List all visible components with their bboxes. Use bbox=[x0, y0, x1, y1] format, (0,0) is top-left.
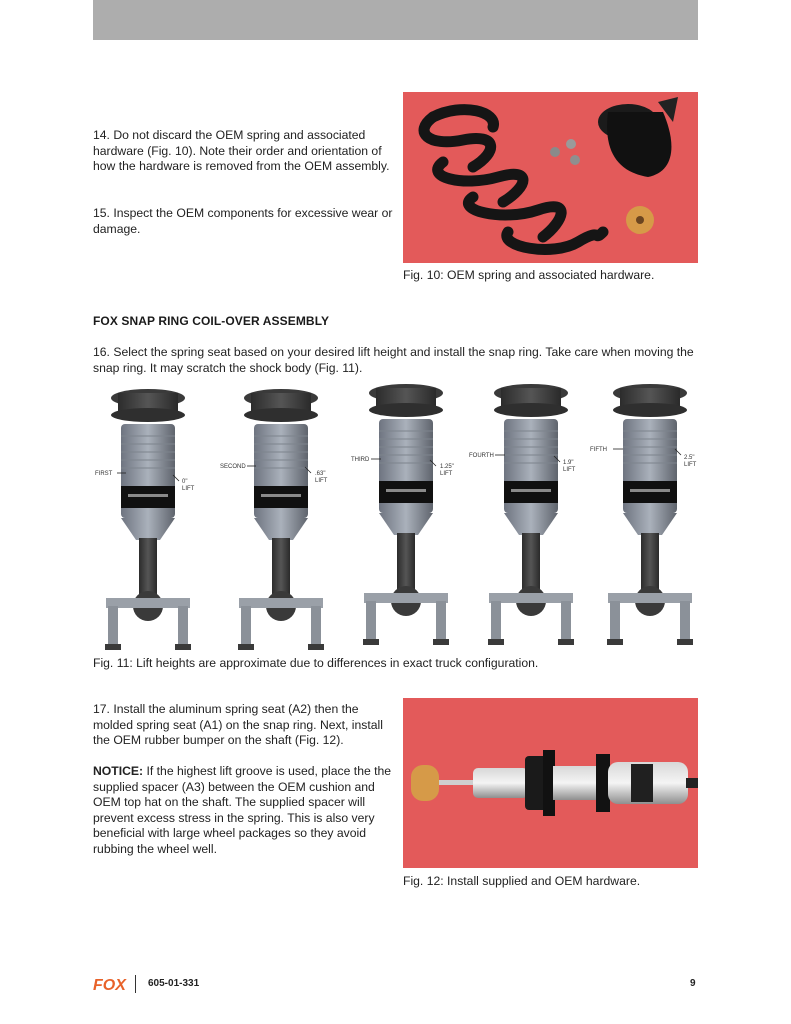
position-label-fifth: FIFTH bbox=[590, 447, 607, 453]
position-label-first: FIRST bbox=[95, 471, 113, 477]
fig11-caption: Fig. 11: Lift heights are approximate due to differences in exact truck configuration. bbox=[93, 656, 539, 670]
notice-paragraph bbox=[93, 764, 393, 858]
position-label-second: SECOND bbox=[220, 464, 246, 470]
lift-value-fourth: 1.9" bbox=[563, 460, 574, 466]
notice-label: NOTICE: bbox=[93, 764, 144, 778]
shock-second bbox=[220, 389, 328, 650]
shock-fifth bbox=[590, 384, 697, 645]
notice-text: If the highest lift groove is used, place the the supplied spacer (A3) between the OEM cushion and OEM top hat on the shaft. The supplied spacer will prevent excess stress in the spring. This is also very beneficial with large wheel packages so they avoid rubbing the wheel well. bbox=[93, 764, 392, 856]
step-15-text: 15. Inspect the OEM components for excessive wear or damage. bbox=[93, 206, 393, 236]
fox-logo bbox=[93, 974, 127, 994]
oem-spring-image bbox=[403, 92, 698, 263]
lift-value-first: 0" bbox=[182, 479, 188, 485]
fig10-photo bbox=[403, 92, 698, 263]
shock-hardware-image bbox=[403, 698, 698, 868]
position-label-fourth: FOURTH bbox=[469, 453, 494, 459]
fox-logo-text: FOX bbox=[93, 977, 126, 994]
lift-word-second: LIFT bbox=[315, 478, 328, 484]
step-14-text: 14. Do not discard the OEM spring and associated hardware (Fig. 10). Note their order and orientation of how the hardware is removed from the OEM assembly. bbox=[93, 128, 390, 174]
lift-word-first: LIFT bbox=[182, 486, 195, 492]
fig10-caption: Fig. 10: OEM spring and associated hardware. bbox=[403, 268, 655, 282]
page-number: 9 bbox=[690, 978, 696, 989]
lift-word-fifth: LIFT bbox=[684, 462, 697, 468]
lift-value-second: .63" bbox=[315, 471, 326, 477]
lift-value-fifth: 2.5" bbox=[684, 455, 695, 461]
position-label-third: THIRD bbox=[351, 457, 370, 463]
footer-separator bbox=[135, 975, 136, 993]
fig11-lift-diagram bbox=[93, 383, 698, 653]
shock-third bbox=[351, 384, 454, 645]
fig12-caption: Fig. 12: Install supplied and OEM hardware. bbox=[403, 874, 641, 888]
step-16-text: 16. Select the spring seat based on your desired lift height and install the snap ring. Take care when moving the snap ring. It may scratch the shock body (Fig. 11). bbox=[93, 345, 694, 375]
section-heading: FOX SNAP RING COIL-OVER ASSEMBLY bbox=[93, 314, 330, 328]
step-17-text: 17. Install the aluminum spring seat (A2) then the molded spring seat (A1) on the snap ring. Next, install the OEM rubber bumper on the shaft (Fig. 12). bbox=[93, 702, 383, 748]
lift-word-third: LIFT bbox=[440, 471, 453, 477]
fig12-photo bbox=[403, 698, 698, 868]
part-number: 605-01-331 bbox=[148, 978, 200, 989]
shock-fourth bbox=[469, 384, 576, 645]
header-bar bbox=[93, 0, 698, 40]
lift-value-third: 1.25" bbox=[440, 464, 454, 470]
lift-word-fourth: LIFT bbox=[563, 467, 576, 473]
shock-first bbox=[95, 389, 195, 650]
